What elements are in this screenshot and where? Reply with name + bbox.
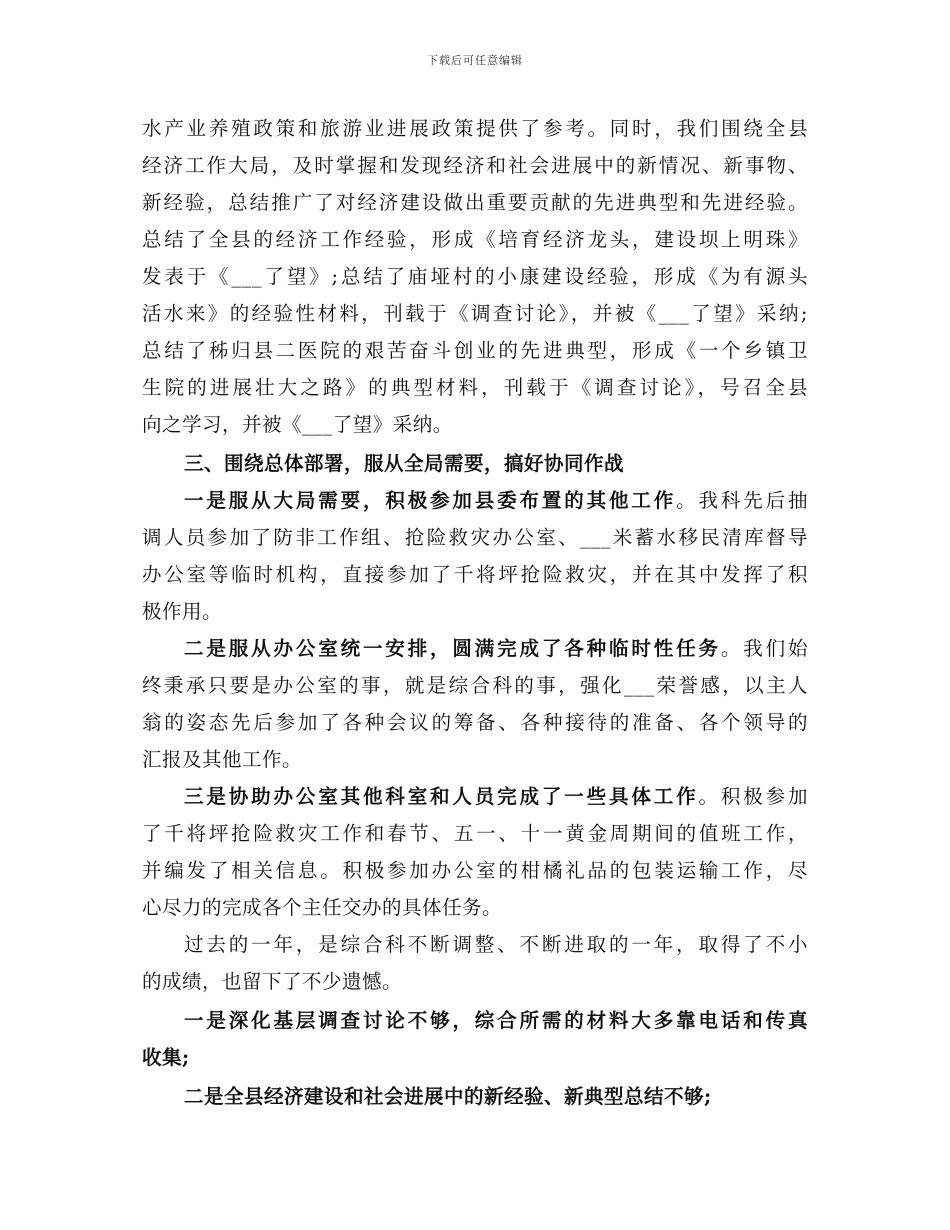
paragraph-line: 心尽力的完成各个主任交办的具体任务。 <box>142 896 503 919</box>
paragraph-line: 翁的姿态先后参加了各种会议的筹备、各种接待的准备、各个领导的 <box>142 711 808 734</box>
paragraph-line: 水产业养殖政策和旅游业进展政策提供了参考。同时，我们围绕全县 <box>142 117 808 140</box>
paragraph-line: 过去的一年，是综合科不断调整、不断进取的一年，取得了不小 <box>184 933 808 956</box>
paragraph-line: 办公室等临时机构，直接参加了千将坪抢险救灾，并在其中发挥了积 <box>142 563 808 586</box>
paragraph-line: 向之学习，并被《___了望》采纳。 <box>142 413 453 436</box>
paragraph-line: 新经验，总结推广了对经济建设做出重要贡献的先进典型和先进经验。 <box>142 191 808 214</box>
paragraph-line: 的成绩，也留下了不少遗憾。 <box>142 970 403 993</box>
paragraph-line: 二是服从办公室统一安排，圆满完成了各种临时性任务。我们始 <box>184 637 808 660</box>
paragraph-line: 了千将坪抢险救灾工作和春节、五一、十一黄金周期间的值班工作， <box>142 822 808 845</box>
paragraph-line: 经济工作大局，及时掌握和发现经济和社会进展中的新情况、新事物、 <box>142 154 808 177</box>
paragraph-line: 发表于《___了望》;总结了庙垭村的小康建设经验，形成《为有源头 <box>142 265 808 288</box>
paragraph-line: 活水来》的经验性材料，刊载于《调查讨论》，并被《___了望》采纳; <box>142 302 808 325</box>
section-heading: 三、围绕总体部署，服从全局需要，搞好协同作战 <box>184 452 625 475</box>
paragraph-line: 一是服从大局需要，积极参加县委布置的其他工作。我科先后抽 <box>184 489 808 512</box>
paragraph-line: 总结了全县的经济工作经验，形成《培育经济龙头，建设坝上明珠》 <box>142 228 808 251</box>
paragraph-line: 生院的进展壮大之路》的典型材料，刊载于《调查讨论》，号召全县 <box>142 376 808 399</box>
paragraph-line: 极作用。 <box>142 600 223 623</box>
page-header: 下载后可任意编辑 <box>427 54 523 67</box>
paragraph-line: 汇报及其他工作。 <box>142 748 303 771</box>
paragraph-line: 调人员参加了防非工作组、抢险救灾办公室、___米蓄水移民清库督导 <box>142 526 808 549</box>
paragraph-line: 二是全县经济建设和社会进展中的新经验、新典型总结不够; <box>184 1085 712 1108</box>
paragraph-line: 总结了秭归县二医院的艰苦奋斗创业的先进典型，形成《一个乡镇卫 <box>142 339 808 362</box>
paragraph-line: 三是协助办公室其他科室和人员完成了一些具体工作。积极参加 <box>184 785 808 808</box>
paragraph-line: 一是深化基层调查讨论不够，综合所需的材料大多靠电话和传真 <box>184 1009 808 1032</box>
paragraph-line: 收集; <box>142 1046 190 1069</box>
paragraph-line: 并编发了相关信息。积极参加办公室的柑橘礼品的包装运输工作，尽 <box>142 859 808 882</box>
paragraph-line: 终秉承只要是办公室的事，就是综合科的事，强化___荣誉感，以主人 <box>142 674 808 697</box>
